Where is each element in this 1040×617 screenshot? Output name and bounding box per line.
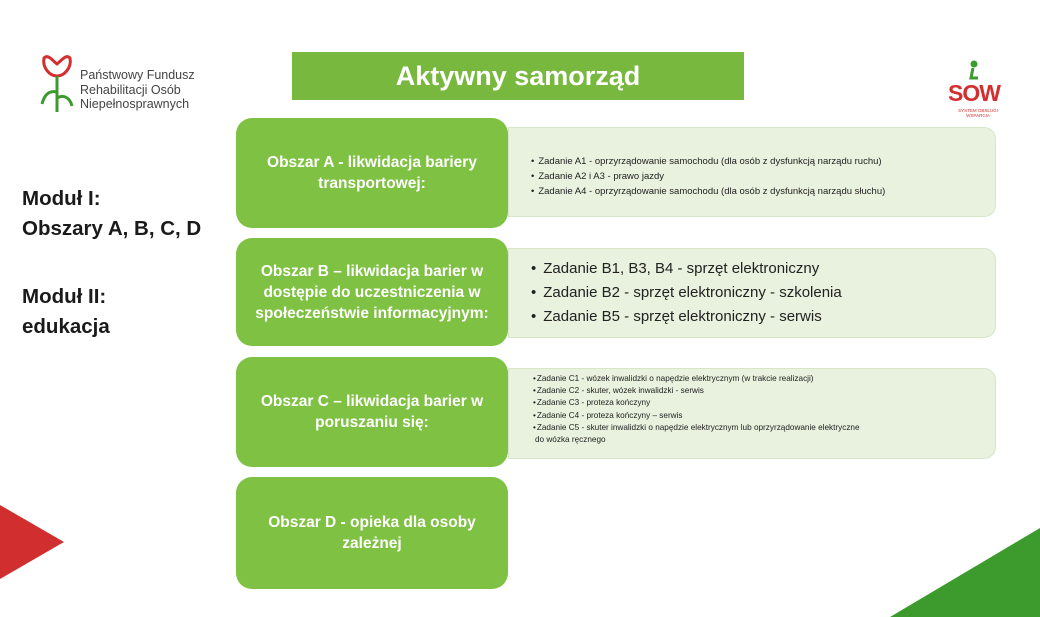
area-d-label: Obszar D - opieka dla osoby zależnej: [268, 514, 476, 552]
module-1-title: Moduł I:: [22, 187, 101, 210]
task-item: • Zadanie A1 - oprzyrządowanie samochodu (dla osób z dysfunkcją narządu ruchu): [531, 154, 995, 169]
tasks-panel-b: [508, 248, 996, 338]
sow-logo-subtitle: SYSTEM OBSŁUGI WSPARCIA: [958, 108, 998, 118]
module-1: [22, 184, 201, 244]
module-2-title: Moduł II:: [22, 285, 107, 308]
red-corner-triangle: [0, 505, 64, 579]
tulip-logo-icon: [38, 54, 76, 114]
area-a-box: [236, 118, 508, 228]
page-title: Aktywny samorząd: [292, 52, 744, 100]
task-item: • Zadanie B2 - sprzęt elektroniczny - szkolenia: [531, 281, 995, 305]
task-item: • Zadanie A2 i A3 - prawo jazdy: [531, 169, 995, 184]
area-c-label: Obszar C – likwidacja barier w poruszaniu się:: [260, 393, 484, 431]
module-2: [22, 282, 110, 342]
task-item: • Zadanie B5 - sprzęt elektroniczny - serwis: [531, 305, 995, 329]
task-item: • Zadanie C1 - wózek inwalidzki o napędzie elektrycznym (w trakcie realizacji): [533, 373, 981, 385]
area-b-box: [236, 238, 508, 346]
area-b-label: Obszar B – likwidacja barier w dostępie do uczestniczenia w społeczeństwie informacyjnym:: [255, 262, 489, 322]
area-c-box: [236, 357, 508, 467]
tasks-panel-a: [508, 127, 996, 217]
area-d-box: [236, 477, 508, 589]
task-item: • Zadanie C3 - proteza kończyny: [533, 397, 981, 409]
task-item: • Zadanie C2 - skuter, wózek inwalidzki - serwis: [533, 385, 981, 397]
sow-logo-text: SOW: [948, 80, 1000, 106]
module-2-subtitle: edukacja: [22, 315, 110, 338]
task-item: • Zadanie B1, B3, B4 - sprzęt elektroniczny: [531, 257, 995, 281]
task-item: • Zadanie C5 - skuter inwalidzki o napędzie elektrycznym lub oprzyrządowanie elektryczne: [533, 422, 981, 434]
task-item: • Zadanie C4 - proteza kończyny – serwis: [533, 410, 981, 422]
module-1-subtitle: Obszary A, B, C, D: [22, 217, 202, 240]
green-corner-triangle: [890, 528, 1040, 617]
task-item-continuation: do wózka ręcznego: [535, 435, 606, 445]
area-a-label: Obszar A - likwidacja bariery transportowej:: [267, 154, 477, 192]
pfron-logo-text: Państwowy Fundusz Rehabilitacji Osób Niepełnosprawnych: [80, 68, 195, 111]
task-item: • Zadanie A4 - oprzyrządowanie samochodu (dla osób z dysfunkcją narządu słuchu): [531, 184, 995, 199]
tasks-panel-c: [508, 368, 996, 459]
